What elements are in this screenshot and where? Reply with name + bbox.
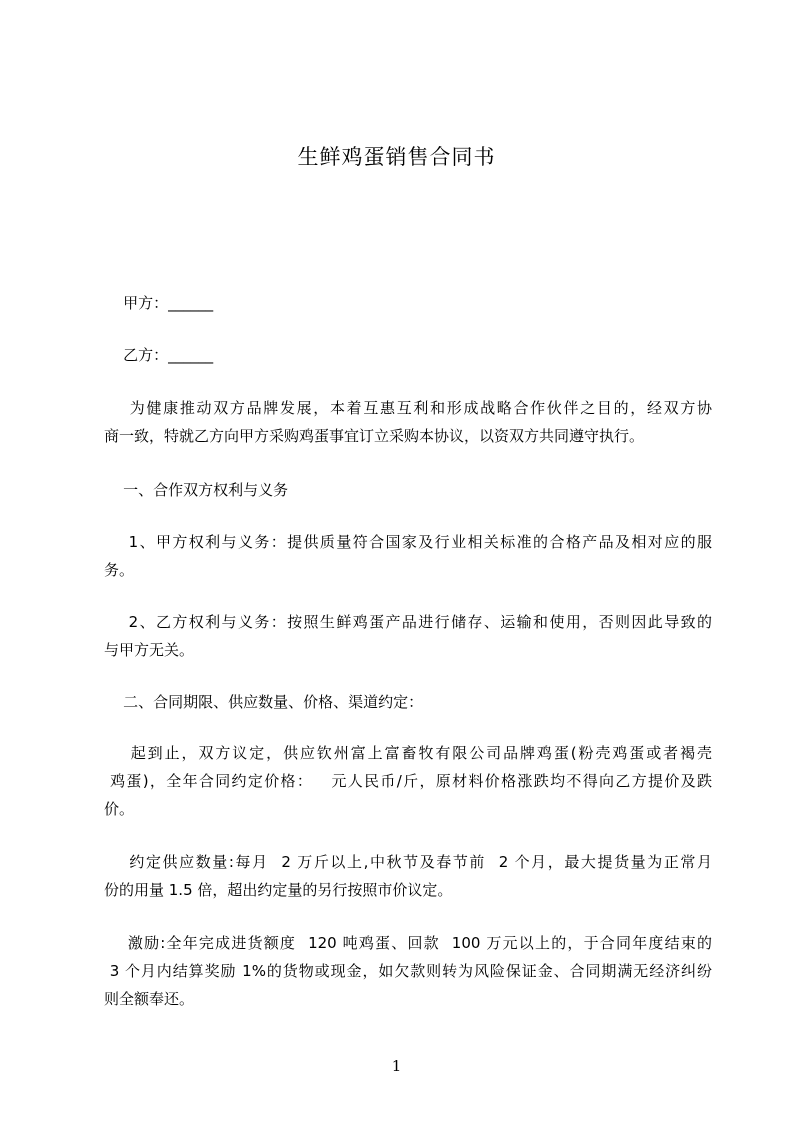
- item-2-line-2: 与甲方无关。: [104, 641, 195, 659]
- intro-paragraph-line-2: 商一致，特就乙方向甲方采购鸡蛋事宜订立采购本协议，以资双方共同遵守执行。: [104, 427, 645, 445]
- document-title: 生鲜鸡蛋销售合同书: [297, 145, 496, 169]
- term-line-2: 鸡蛋)，全年合同约定价格： 元人民币/斤，原材料价格涨跌均不得向乙方提价及跌: [104, 772, 712, 790]
- term-line-1: 起到止，双方议定，供应钦州富上富畜牧有限公司品牌鸡蛋(粉壳鸡蛋或者褐壳: [104, 744, 712, 762]
- item-1-line-2: 务。: [104, 561, 135, 579]
- quantity-line-2: 份的用量 1.5 倍，超出约定量的另行按照市价议定。: [104, 881, 453, 899]
- intro-paragraph-line-1: 为健康推动双方品牌发展，本着互惠互利和形成战略合作伙伴之目的，经双方协: [104, 399, 712, 417]
- section-1-heading: 一、合作双方权利与义务: [104, 481, 289, 499]
- term-line-3: 价。: [104, 800, 135, 818]
- quantity-line-1: 约定供应数量:每月 2 万斤以上,中秋节及春节前 2 个月，最大提货量为正常月: [104, 853, 712, 871]
- section-2-heading: 二、合同期限、供应数量、价格、渠道约定：: [104, 693, 424, 711]
- item-1-line-1: 1、甲方权利与义务：提供质量符合国家及行业相关标准的合格产品及相对应的服: [104, 533, 712, 551]
- party-a-line: 甲方：______: [104, 294, 214, 312]
- page-number: 1: [391, 1057, 402, 1075]
- party-b-line: 乙方：______: [104, 346, 214, 364]
- incentive-line-3: 则全额奉还。: [104, 990, 195, 1008]
- incentive-line-1: 激励:全年完成进货额度 120 吨鸡蛋、回款 100 万元以上的，于合同年度结束的: [104, 934, 712, 952]
- incentive-line-2: 3 个月内结算奖励 1%的货物或现金，如欠款则转为风险保证金、合同期满无经济纠纷: [104, 962, 712, 980]
- item-2-line-1: 2、乙方权利与义务：按照生鲜鸡蛋产品进行储存、运输和使用，否则因此导致的: [104, 613, 712, 631]
